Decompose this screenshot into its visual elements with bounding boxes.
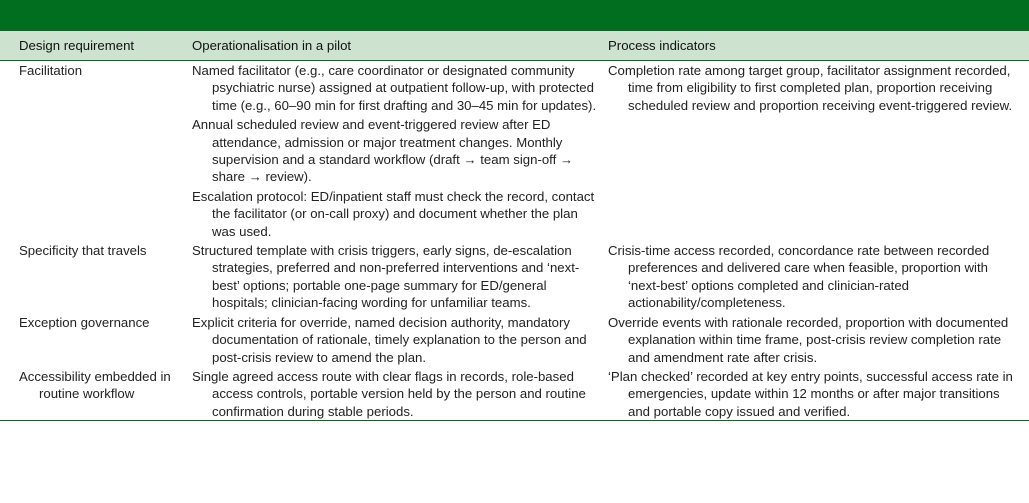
table-row [0, 312, 1029, 366]
operationalisation-paragraph: Single agreed access route with clear flags in records, role-based access controls, portable version held by the person and routine confirmation during stable periods. [192, 368, 586, 419]
cell-operationalisation [187, 61, 605, 241]
cell-requirement [0, 366, 187, 421]
header-process-indicators: Process indicators [605, 31, 1029, 61]
table-header-row [0, 31, 1029, 61]
indicators-text: Override events with rationale recorded, proportion with documented explanation within time frame, post-crisis review completion rate and amendment rate after crisis. [608, 314, 1009, 365]
header-operationalisation: Operationalisation in a pilot [187, 31, 605, 61]
cell-requirement [0, 312, 187, 366]
table-row [0, 61, 1029, 241]
cell-requirement [0, 61, 187, 241]
cell-operationalisation [187, 312, 605, 366]
operationalisation-paragraph: Explicit criteria for override, named decision authority, mandatory documentation of rationale, timely explanation to the person and post-crisis review to amend the plan. [192, 314, 587, 365]
cell-requirement [0, 240, 187, 312]
operationalisation-paragraph: Escalation protocol: ED/inpatient staff must check the record, contact the facilitator (or on-call proxy) and document whether the plan was used. [192, 188, 595, 239]
table-title-band [0, 0, 1029, 30]
cell-indicators [605, 366, 1029, 421]
table-row [0, 366, 1029, 421]
cell-operationalisation [187, 366, 605, 421]
requirements-table [0, 30, 1029, 421]
table-row [0, 240, 1029, 312]
requirement-text: Accessibility embedded in routine workflow [19, 368, 171, 402]
operationalisation-paragraph: Named facilitator (e.g., care coordinator or designated community psychiatric nurse) assigned at outpatient follow-up, with protected time (e.g., 60–90 min for first drafting and 30–45 min for updates). [192, 63, 597, 113]
indicators-text: Crisis-time access recorded, concordance rate between recorded preferences and delivered care when feasible, proportion with ‘next-best’ options completed and clinician-rated actionability/completeness. [608, 243, 990, 311]
requirement-text: Specificity that travels [19, 243, 147, 259]
cell-operationalisation [187, 240, 605, 312]
cell-indicators [605, 61, 1029, 241]
requirement-text: Exception governance [19, 314, 150, 330]
operationalisation-paragraph: Structured template with crisis triggers, early signs, de-escalation strategies, preferred and non-preferred interventions and ‘next-best’ options; portable one-page summary for ED/general hospitals; clinician-facing wording for unfamiliar teams. [192, 243, 580, 311]
header-design-requirement: Design requirement [0, 31, 187, 61]
cell-indicators [605, 240, 1029, 312]
cell-indicators [605, 312, 1029, 366]
requirements-table-container [0, 30, 1029, 421]
operationalisation-paragraph: Annual scheduled review and event-triggered review after ED attendance, admission or major treatment changes. Monthly supervision and a standard workflow (draft → team sign-off → share → review). [192, 117, 574, 185]
indicators-text: ‘Plan checked’ recorded at key entry points, successful access rate in emergencies, update within 12 months or after major transitions and portable copy issued and verified. [608, 368, 1013, 419]
requirement-text: Facilitation [19, 63, 83, 78]
indicators-text: Completion rate among target group, facilitator assignment recorded, time from eligibility to first completed plan, proportion receiving scheduled review and proportion receiving event-triggered review. [608, 63, 1013, 113]
